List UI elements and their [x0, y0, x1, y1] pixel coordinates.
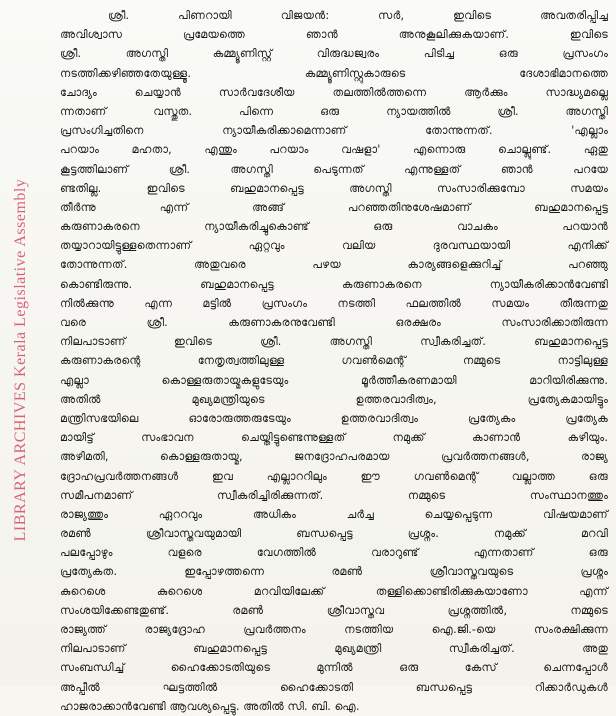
text-line: അവിശ്വാസ പ്രമേയത്തെ ഞാൻ അനുകൂലിക്കുകയാണ്. ഇവിടെ — [60, 28, 608, 42]
text-line: കൊണ്ടിരുന്നു. ബഹുമാനപ്പെട്ട കരുണാകരനെ ന്യായീകരിക്കാൻവേണ്ടി — [60, 277, 608, 291]
text-line: രാജ്യത്തും ഏററവും അധികം ചർച്ച ചെയ്യപ്പെടുന്ന വിഷയമാണ് — [60, 507, 608, 521]
text-line: നിലപാടാണ് ബഹുമാനപ്പെട്ട മുഖ്യമന്ത്രി സ്വീകരിച്ചത്. അതു — [60, 642, 608, 656]
text-line: സംബന്ധിച്ച് ഹൈക്കോടതിയുടെ മുന്നിൽ ഒരു കേസ് ചെന്നപ്പോൾ — [60, 661, 608, 675]
text-line: ന്നതാണ് വസ്തുത. പിന്നെ ഒരു ന്യായത്തിൽ ശ്രീ. അഗസ്തി — [60, 104, 608, 118]
text-line: ദ്രോഹപ്രവർത്തനങ്ങൾ ഇവ എല്ലാററിലും ഈ ഗവൺമെന്റ് വല്ലാത്ത ഒരു — [60, 469, 608, 483]
text-line: പലപ്പോഴും വളരെ വേഗത്തിൽ വരാറുണ്ട് എന്നതാണ് ഒരു — [60, 546, 608, 560]
text-line: സമീപനമാണ് സ്വീകരിച്ചിരിക്കുന്നത്. നമ്മുടെ സംസ്ഥാനത്തും — [60, 488, 608, 502]
text-line: മായിട്ട് സംഭാവന ചെയ്തിട്ടുണ്ടെന്നുള്ളത് നമുക്ക് കാണാൻ കഴിയും. — [60, 431, 608, 445]
text-line: അഴിമതി, കൊള്ളരുതായ്മ, ജനദ്രോഹപരമായ പ്രവർത്തനങ്ങൾ, രാജ്യ — [60, 450, 608, 464]
text-line: അതിൽ മുഖ്യമന്ത്രിയുടെ ഉത്തരവാദിത്വം, പ്രത്യേകമായിട്ടും — [60, 392, 608, 406]
text-line: തീർന്നു എന്ന് അങ്ങ് പറഞ്ഞതിനുശേഷമാണ് ബഹുമാനപ്പെട്ട — [60, 200, 608, 214]
text-line: രമൺ ശ്രീവാസ്തവയുമായി ബന്ധപ്പെട്ട പ്രശ്നം. നമുക്ക് മറവി — [60, 527, 608, 541]
text-line: പ്രത്യേകത. ഇപ്പോഴത്തന്നെ രമൺ ശ്രീവാസ്തവയുടെ പ്രശ്നം — [60, 565, 608, 579]
archive-watermark: LIBRARY ARCHIVES Kerala Legislative Assembly — [12, 178, 29, 542]
text-line: ശ്രീ. പിണറായി വിജയൻ: സർ, ഇവിടെ അവതരിപ്പിച്ച — [108, 9, 608, 22]
text-line: അപ്പീൽ ഘട്ടത്തിൽ ഹൈക്കോടതി ബന്ധപ്പെട്ട റിക്കാർഡുകൾ — [60, 680, 608, 694]
text-line: തയ്യാറായിട്ടുള്ളതെന്നാണ് ഏറ്റവും വലിയ ദുരവസ്ഥയായി എനിക്ക് — [60, 239, 608, 253]
text-line: തോന്നുന്നത്. അതുവരെ പഴയ കാര്യങ്ങളെക്കുറിച്ച് പറഞ്ഞു — [60, 258, 608, 272]
text-line: പ്രസംഗിച്ചതിനെ ന്യായീകരിക്കാമെന്നാണ് തോന്നുന്നത്. 'എല്ലാം — [60, 124, 608, 138]
text-line: ഹാജരാക്കാൻവേണ്ടി ആവശ്യപ്പെട്ടു. അതിൽ സി. ബി. ഐ. — [60, 699, 360, 713]
text-line: ണ്ടതില്ല. ഇവിടെ ബഹുമാനപ്പെട്ട അഗസ്തി സംസാരിക്കുമ്പോ സമയം — [60, 181, 608, 195]
text-line: കരുണാകരനെ ന്യായീകരിച്ചുകൊണ്ട് ഒരു വാചകം പറയാൻ — [60, 220, 608, 234]
text-line: കരുണാകരന്റെ നേതൃത്വത്തിലുള്ള ഗവൺമെന്റ് നമ്മുടെ നാട്ടിലുള്ള — [60, 354, 608, 368]
text-line: ചോദ്യം ചെയ്യാൻ സാർവദേശീയ തലത്തിൽത്തന്നെ ആർക്കും സാദ്ധ്യമല്ലെ — [60, 85, 608, 99]
text-line: നിൽക്കുന്നു എന്ന മട്ടിൽ പ്രസംഗം നടത്തി ഫലത്തിൽ സമയം തീരുന്നതു — [60, 296, 608, 310]
speech-text — [60, 6, 608, 713]
text-line: രാജ്യത്ത് രാജ്യദ്രോഹ പ്രവർത്തനം നടത്തിയ ഐ.ജി.-യെ സംരക്ഷിക്കുന്ന — [60, 623, 608, 636]
text-line: സംശയിക്കേണ്ടതുണ്ട്. രമൺ ശ്രീവാസ്തവ പ്രശ്നത്തിൽ, നമ്മുടെ — [60, 603, 608, 617]
text-line: നിലപാടാണ് ഇവിടെ ശ്രീ. അഗസ്തി സ്വീകരിച്ചത്. ബഹുമാനപ്പെട്ട — [60, 335, 608, 349]
text-line: പറയാം മഹതാ, എന്തും പറയാം വഷളാ' എന്നൊരു ചൊല്ലുണ്ട്. ഏതു — [60, 143, 608, 157]
text-line: മന്ത്രിസഭയിലെ ഓരോരുത്തരുടേയും ഉത്തരവാദിത്വം പ്രത്യേകം പ്രത്യേക — [60, 411, 608, 425]
text-line: എല്ലാ കൊള്ളരുതായ്മകളുടേയും മൂർത്തീകരണമായി മാറിയിരിക്കുന്നു. — [60, 373, 608, 387]
text-line: നടത്തിക്കഴിഞ്ഞതേയുള്ളൂ. കമ്മ്യൂണിസ്റ്റുകാരുടെ ദേശാഭിമാനത്തെ — [60, 66, 608, 80]
text-line: കുറെശെ കുറെശെ മറവിയിലേക്ക് തള്ളിക്കൊണ്ടിരിക്കുകയാണോ എന്ന് — [60, 584, 608, 598]
text-line: ശ്രീ. അഗസ്തി കമ്മ്യൂണിസ്റ്റ് വിരുദ്ധജ്വരം പിടിച്ച ഒരു പ്രസംഗം — [60, 47, 608, 61]
text-line: വരെ ശ്രീ. കരുണാകരനുവേണ്ടി ഒരക്ഷരം സംസാരിക്കാതിരുന്ന — [60, 316, 608, 329]
text-line: കൂട്ടത്തിലാണ് ശ്രീ. അഗസ്തി പെടുന്നത് എന്നുള്ളത് ഞാൻ പറയേ — [60, 162, 608, 176]
